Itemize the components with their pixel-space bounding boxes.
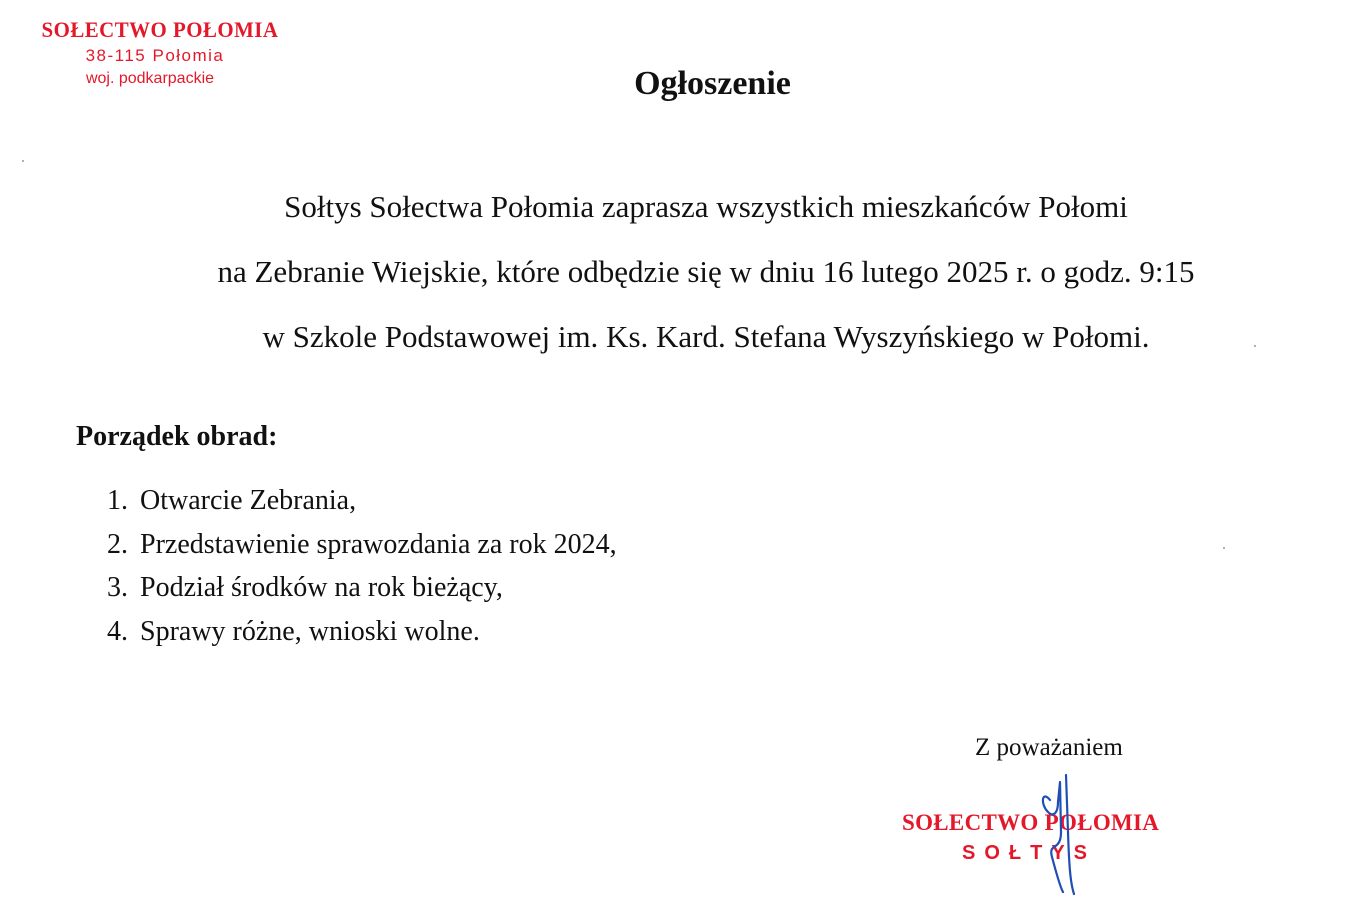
stamp-region: woj. podkarpackie bbox=[85, 70, 215, 87]
agenda-item bbox=[107, 479, 617, 523]
stamp-name: SOŁECTWO POŁOMIA bbox=[41, 17, 279, 42]
signature-stamp-role: SOŁTYS bbox=[962, 842, 1097, 864]
scan-speck bbox=[1254, 345, 1256, 347]
agenda-item bbox=[107, 523, 617, 567]
intro-line: Sołtys Sołectwa Połomia zaprasza wszystkich mieszkańców Połomi bbox=[284, 189, 1128, 224]
scan-speck bbox=[1223, 547, 1225, 549]
agenda-item-number: 1. bbox=[107, 485, 128, 516]
intro-line: w Szkole Podstawowej im. Ks. Kard. Stefana Wyszyńskiego w Połomi. bbox=[262, 319, 1150, 354]
signature-stamp-name: SOŁECTWO POŁOMIA bbox=[902, 810, 1160, 835]
closing-phrase: Z poważaniem bbox=[975, 734, 1123, 761]
agenda-item-text: Sprawy różne, wnioski wolne. bbox=[140, 615, 480, 647]
handwritten-signature-icon bbox=[1020, 772, 1100, 897]
agenda-item bbox=[107, 610, 617, 654]
intro-line: na Zebranie Wiejskie, które odbędzie się w dniu 16 lutego 2025 r. o godz. 9:15 bbox=[217, 254, 1195, 289]
agenda-item-text: Podział środków na rok bieżący, bbox=[140, 572, 503, 603]
agenda-item-number: 4. bbox=[107, 615, 128, 647]
agenda-heading: Porządek obrad: bbox=[76, 421, 278, 452]
agenda-item-number: 2. bbox=[107, 528, 128, 560]
agenda-item bbox=[107, 566, 617, 610]
agenda-list bbox=[107, 479, 617, 653]
agenda-item-text: Otwarcie Zebrania, bbox=[140, 485, 357, 516]
scan-speck bbox=[22, 160, 24, 162]
agenda-item-number: 3. bbox=[107, 572, 128, 603]
agenda-item-text: Przedstawienie sprawozdania za rok 2024, bbox=[140, 528, 617, 560]
page-title: Ogłoszenie bbox=[634, 65, 791, 102]
stamp-postal: 38-115 Połomia bbox=[85, 46, 225, 65]
intro-paragraph bbox=[0, 174, 1350, 369]
